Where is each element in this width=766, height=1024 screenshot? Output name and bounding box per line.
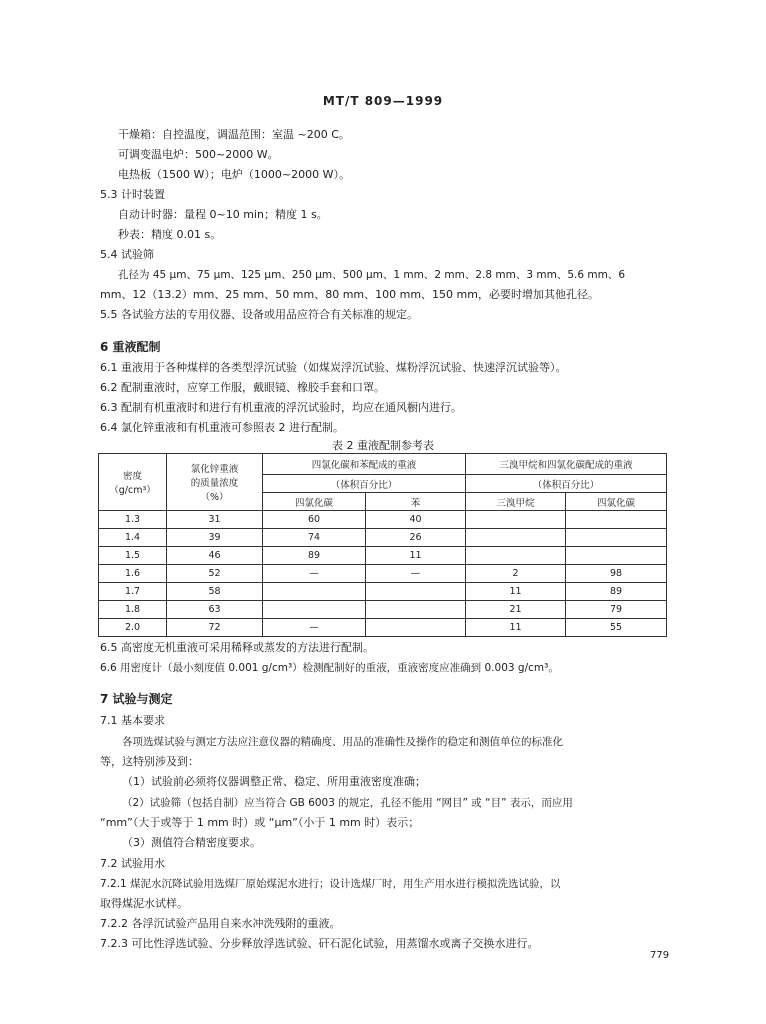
section-7-1-line-1: 各项选煤试验与测定方法应注意仪器的精确度、用品的准确性及操作的稳定和测值单位的标准化 [122, 736, 563, 748]
zncl-header-1: 氯化锌重液 [190, 464, 239, 475]
cell-tribromomethane: 2 [466, 565, 566, 583]
section-7-1-line-4: （2）试验筛（包括自制）应当符合 GB 6003 的规定，孔径不能用 “网目” 或 “目” 表示，而应用 [122, 797, 573, 809]
zncl-header-2: 的质量浓度 [190, 478, 239, 489]
section-6-5: 6.5 高密度无机重液可采用稀释或蒸发的方法进行配制。 [100, 641, 374, 654]
cell-benzene [366, 601, 466, 619]
standard-header: MT/T 809—1999 [322, 94, 444, 108]
section-5-5: 5.5 各试验方法的专用仪器、设备或用品应符合有关标准的规定。 [100, 308, 418, 321]
section-7-2-2: 7.2.2 各浮沉试验产品用自来水冲洗残附的重液。 [100, 917, 341, 930]
table-row [99, 511, 667, 529]
table-2 [98, 453, 667, 637]
cell-tribromomethane: 11 [466, 583, 566, 601]
ccl4-group-unit: （体积百分比） [263, 475, 466, 493]
cell-ccl4: — [263, 619, 366, 637]
cell-density: 1.6 [99, 565, 167, 583]
br-group-header: 三溴甲烷和四氯化碳配成的重液 [466, 454, 667, 475]
cell-ccl4-b [566, 547, 667, 565]
intro-line-2: 可调变温电炉：500~2000 W。 [118, 148, 279, 161]
ccl4-group-header: 四氯化碳和苯配成的重液 [263, 454, 466, 475]
cell-zncl: 46 [167, 547, 263, 565]
section-7-title: 7 试验与测定 [100, 692, 173, 706]
cell-density: 1.5 [99, 547, 167, 565]
table-row [99, 583, 667, 601]
table-row [99, 529, 667, 547]
section-7-2-3: 7.2.3 可比性浮选试验、分步释放浮选试验、矸石泥化试验，用蒸馏水或离子交换水进行。 [100, 937, 539, 950]
section-5-4-line-1: 孔径为 45 μm、75 μm、125 μm、250 μm、500 μm、1 mm、2 mm、2.8 mm、3 mm、5.6 mm、6 [118, 269, 626, 281]
section-5-3-line-1: 自动计时器：量程 0~10 min；精度 1 s。 [118, 208, 328, 221]
cell-ccl4-b: 89 [566, 583, 667, 601]
cell-tribromomethane: 11 [466, 619, 566, 637]
table-2-caption: 表 2 重液配制参考表 [332, 439, 434, 452]
cell-zncl: 72 [167, 619, 263, 637]
cell-ccl4-b [566, 511, 667, 529]
table-row [99, 619, 667, 637]
density-header: 密度 [122, 471, 142, 482]
cell-density: 1.7 [99, 583, 167, 601]
section-7-2-1-line-1: 7.2.1 煤泥水沉降试验用选煤厂原始煤泥水进行；设计选煤厂时，用生产用水进行模拟洗选试验，以 [100, 878, 561, 890]
section-6-6: 6.6 用密度计（最小刻度值 0.001 g/cm³）检测配制好的重液，重液密度应准确到 0.003 g/cm³。 [100, 662, 559, 674]
sub-header-ccl4-b: 四氯化碳 [566, 493, 667, 511]
cell-ccl4: 89 [263, 547, 366, 565]
section-7-1-line-3: （1）试验前必须将仪器调整正常、稳定、所用重液密度准确； [122, 775, 426, 788]
section-5-4-line-2: mm、12（13.2）mm、25 mm、50 mm、80 mm、100 mm、150 mm，必要时增加其他孔径。 [100, 288, 599, 301]
section-6-title: 6 重液配制 [100, 340, 161, 354]
cell-tribromomethane: 21 [466, 601, 566, 619]
cell-density: 2.0 [99, 619, 167, 637]
cell-benzene [366, 583, 466, 601]
zncl-header-cell [167, 454, 263, 511]
cell-zncl: 52 [167, 565, 263, 583]
density-header-cell [99, 454, 167, 511]
table-row [99, 601, 667, 619]
cell-ccl4-b: 55 [566, 619, 667, 637]
section-7-1-line-5: “mm”（大于或等于 1 mm 时）或 “μm”（小于 1 mm 时）表示； [100, 816, 420, 829]
cell-benzene: 26 [366, 529, 466, 547]
cell-density: 1.8 [99, 601, 167, 619]
table-row [99, 547, 667, 565]
cell-zncl: 39 [167, 529, 263, 547]
section-7-1-line-6: （3）测值符合精密度要求。 [122, 836, 261, 849]
section-7-1-line-2: 等，这特别涉及到： [100, 755, 199, 768]
intro-line-1: 干燥箱：自控温度，调温范围：室温 ~200 C。 [118, 128, 350, 141]
section-6-4: 6.4 氯化锌重液和有机重液可参照表 2 进行配制。 [100, 421, 344, 434]
cell-zncl: 63 [167, 601, 263, 619]
section-7-2-heading: 7.2 试验用水 [100, 857, 165, 870]
cell-benzene: 11 [366, 547, 466, 565]
cell-ccl4 [263, 583, 366, 601]
cell-zncl: 31 [167, 511, 263, 529]
section-7-1-heading: 7.1 基本要求 [100, 714, 165, 727]
intro-line-3: 电热板（1500 W）；电炉（1000~2000 W）。 [118, 168, 350, 181]
table-row [99, 565, 667, 583]
cell-zncl: 58 [167, 583, 263, 601]
cell-ccl4: — [263, 565, 366, 583]
cell-ccl4: 74 [263, 529, 366, 547]
cell-ccl4-b: 79 [566, 601, 667, 619]
sub-header-benzene: 苯 [366, 493, 466, 511]
cell-ccl4-b [566, 529, 667, 547]
page-number: 779 [650, 950, 670, 961]
sub-header-ccl4: 四氯化碳 [263, 493, 366, 511]
section-7-2-1-line-2: 取得煤泥水试样。 [100, 897, 188, 910]
section-5-3-line-2: 秒表：精度 0.01 s。 [118, 228, 222, 241]
cell-density: 1.4 [99, 529, 167, 547]
sub-header-tribromomethane: 三溴甲烷 [466, 493, 566, 511]
cell-density: 1.3 [99, 511, 167, 529]
zncl-header-3: （%） [200, 492, 229, 503]
section-6-3: 6.3 配制有机重液时和进行有机重液的浮沉试验时，均应在通风橱内进行。 [100, 401, 462, 414]
cell-benzene [366, 619, 466, 637]
section-5-4-heading: 5.4 试验筛 [100, 248, 154, 261]
cell-tribromomethane [466, 511, 566, 529]
density-unit: （g/cm³） [109, 485, 156, 496]
section-6-2: 6.2 配制重液时，应穿工作服，戴眼镜、橡胶手套和口罩。 [100, 381, 385, 394]
cell-benzene: — [366, 565, 466, 583]
cell-ccl4 [263, 601, 366, 619]
cell-ccl4-b: 98 [566, 565, 667, 583]
cell-tribromomethane [466, 529, 566, 547]
section-6-1: 6.1 重液用于各种煤样的各类型浮沉试验（如煤炭浮沉试验、煤粉浮沉试验、快速浮沉试验等）。 [100, 361, 567, 374]
br-group-unit: （体积百分比） [466, 475, 667, 493]
cell-ccl4: 60 [263, 511, 366, 529]
cell-tribromomethane [466, 547, 566, 565]
section-5-3-heading: 5.3 计时装置 [100, 188, 165, 201]
cell-benzene: 40 [366, 511, 466, 529]
